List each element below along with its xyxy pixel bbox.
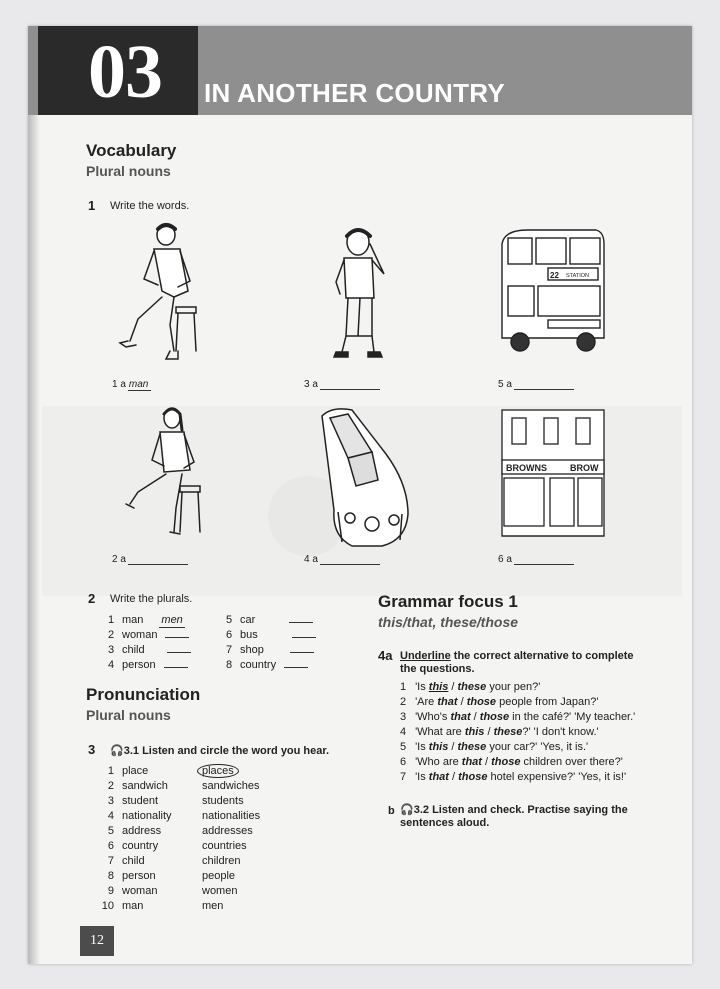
grammar-item-5: 5 'Is this / these your car?' 'Yes, it is.'	[400, 741, 589, 753]
grammar-item-3: 3 'Who's that / those in the café?' 'My teacher.'	[400, 711, 636, 723]
plural-blank-3[interactable]	[167, 643, 191, 653]
caption-4: 4 a	[304, 554, 380, 565]
caption-1: 1 a man	[112, 379, 151, 391]
vocabulary-heading: Vocabulary	[86, 141, 177, 160]
bus-destination: STATION	[566, 273, 590, 279]
plural-item-7: 7 shop	[226, 643, 314, 657]
caption-3-blank[interactable]	[320, 379, 380, 390]
workbook-page	[28, 26, 692, 964]
exercise-3-instruction: 🎧3.1 Listen and circle the word you hear.	[110, 745, 330, 757]
plural-item-1: 1 man men	[108, 614, 183, 626]
caption-2: 2 a	[112, 554, 188, 565]
exercise-2-instruction: Write the plurals.	[110, 593, 193, 605]
plural-item-4: 4 person	[108, 658, 188, 672]
vocabulary-subheading: Plural nouns	[86, 163, 171, 179]
plural-blank-8[interactable]	[284, 658, 308, 668]
caption-3: 3 a	[304, 379, 380, 390]
plural-item-2: 2 woman	[108, 628, 189, 642]
grammar-subheading: this/that, these/those	[378, 614, 519, 630]
caption-4-blank[interactable]	[320, 554, 380, 565]
exercise-4b-instruction: 🎧3.2 Listen and check. Practise saying the sentences aloud.	[400, 804, 628, 829]
plural-answer-1: men	[161, 614, 183, 626]
exercise-1-number: 1	[88, 198, 96, 213]
pron-row-10: 10 man men	[101, 900, 224, 912]
shop-sign: BROWNS	[506, 463, 547, 473]
grammar-item-4: 4 'What are this / these?' 'I don't know.'	[400, 726, 599, 738]
caption-6-blank[interactable]	[514, 554, 574, 565]
boy-illustration	[326, 224, 396, 369]
pronunciation-subheading: Plural nouns	[86, 707, 171, 723]
car-illustration	[312, 404, 412, 554]
grammar-heading: Grammar focus 1	[378, 592, 518, 611]
plural-item-8: 8 country	[226, 658, 308, 672]
caption-5: 5 a	[498, 379, 574, 390]
exercise-4a-instruction: Underline the correct alternative to complete the questions.	[400, 650, 634, 675]
exercise-4b-number: b	[388, 805, 395, 817]
caption-6: 6 a	[498, 554, 574, 565]
pron-row-3: 3 student students	[107, 795, 244, 807]
pron-row-2: 2 sandwich sandwiches	[107, 780, 260, 792]
shop-sign-2: BROW	[570, 463, 599, 473]
underlined-answer: this	[428, 681, 449, 693]
exercise-3-track: 3.1	[123, 745, 139, 757]
headphones-icon[interactable]: 🎧	[110, 745, 124, 757]
plural-blank-5[interactable]	[289, 613, 313, 623]
plural-item-3: 3 child	[108, 643, 191, 657]
pron-row-5: 5 address addresses	[107, 825, 253, 837]
grammar-item-2: 2 'Are that / those people from Japan?'	[400, 696, 599, 708]
shop-illustration	[498, 406, 608, 546]
pron-row-8: 8 person people	[107, 870, 236, 882]
pron-row-1: 1 place places	[100, 764, 239, 779]
plural-item-5: 5 car	[226, 613, 313, 627]
plural-blank-2[interactable]	[165, 628, 189, 638]
pron-row-9: 9 woman women	[107, 885, 238, 897]
pronunciation-heading: Pronunciation	[86, 685, 201, 704]
exercise-1-instruction: Write the words.	[110, 200, 190, 212]
pron-row-6: 6 country countries	[107, 840, 247, 852]
pron-row-4: 4 nationality nationalities	[107, 810, 261, 822]
grammar-item-1: 1 'Is this / these your pen?'	[400, 681, 541, 693]
exercise-4a-number: 4a	[378, 648, 393, 663]
caption-1-answer: man	[128, 379, 151, 391]
plural-blank-6[interactable]	[292, 628, 316, 638]
grammar-item-6: 6 'Who are that / those children over there?'	[400, 756, 623, 768]
woman-sitting-illustration	[120, 404, 210, 544]
headphones-icon[interactable]: 🎧	[400, 804, 414, 816]
unit-title: IN ANOTHER COUNTRY	[204, 78, 506, 108]
caption-5-blank[interactable]	[514, 379, 574, 390]
unit-number: 03	[88, 30, 162, 114]
plural-item-6: 6 bus	[226, 628, 316, 642]
circled-answer: places	[197, 764, 239, 778]
exercise-3-number: 3	[88, 742, 96, 757]
pron-row-7: 7 child children	[107, 855, 241, 867]
plural-blank-7[interactable]	[290, 643, 314, 653]
caption-2-blank[interactable]	[128, 554, 188, 565]
man-sitting-illustration	[118, 221, 208, 371]
bus-illustration	[498, 226, 608, 356]
page-number: 12	[80, 926, 114, 956]
grammar-item-7: 7 'Is that / those hotel expensive?' 'Yes, it is!'	[400, 771, 627, 783]
plural-blank-4[interactable]	[164, 658, 188, 668]
bus-route-number: 22	[550, 271, 559, 280]
exercise-2-number: 2	[88, 591, 96, 606]
